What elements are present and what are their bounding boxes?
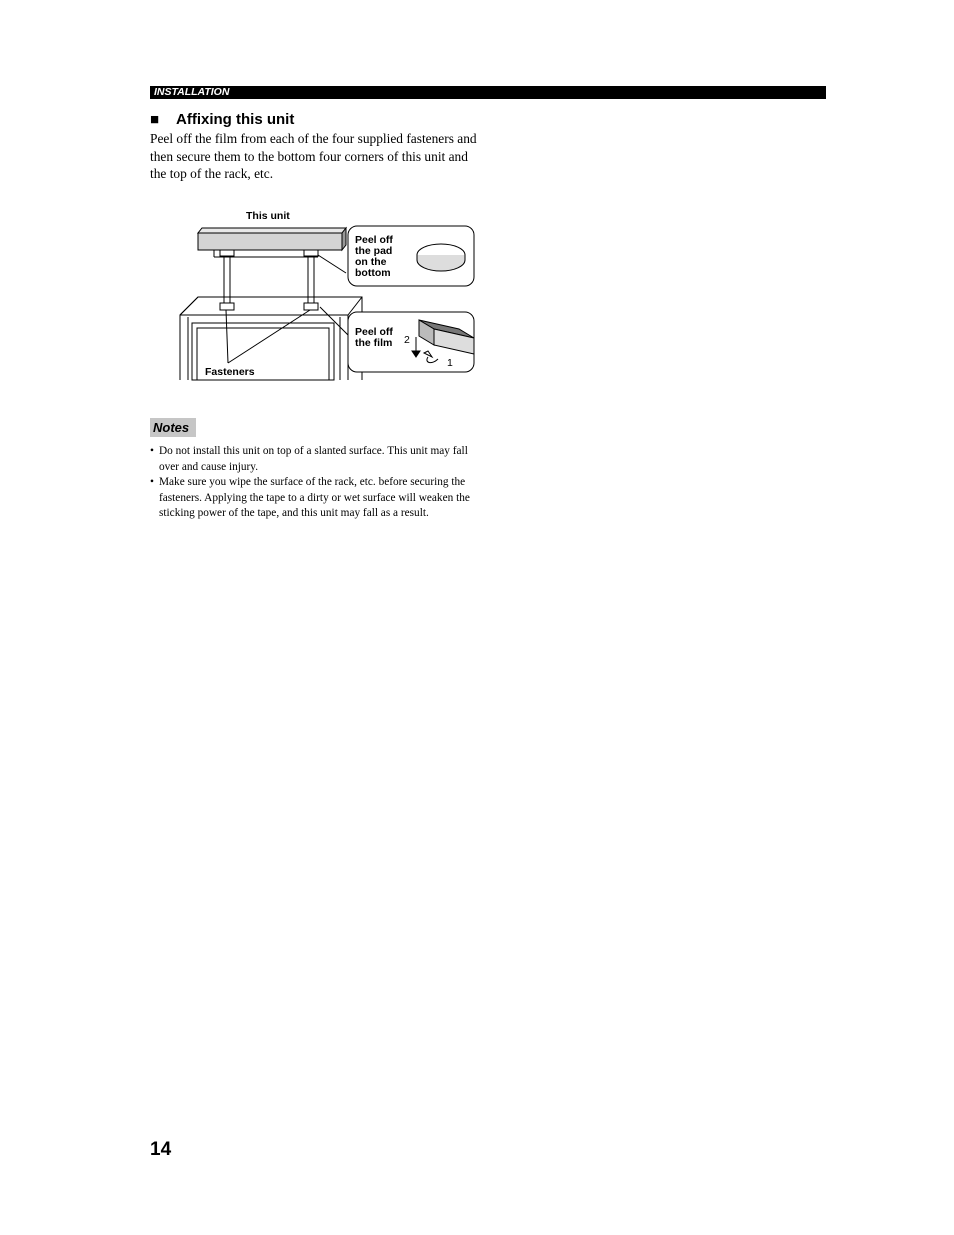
section-header-label: INSTALLATION (154, 86, 230, 98)
callout-pad-line-3: on the (355, 256, 387, 268)
label-this-unit: This unit (246, 210, 290, 222)
section-title-text: Affixing this unit (176, 111, 295, 128)
note-item: • Make sure you wipe the surface of the rack, etc. before securing the fasteners. Applying the tape to a dirty or wet surface will weaken the sticking power of the tape, and this unit may fall as a result. (150, 475, 478, 522)
step-number-1: 1 (447, 357, 453, 369)
fastener-drawing (220, 250, 318, 310)
callout-pad-line-4: bottom (355, 267, 391, 279)
section-header-bar (150, 86, 826, 99)
callout-film-line-1: Peel off (355, 326, 393, 338)
page-number: 14 (150, 1139, 172, 1160)
note-item: • Do not install this unit on top of a slanted surface. This unit may fall over and cause injury. (150, 444, 478, 475)
installation-illustration (170, 205, 480, 385)
notes-list (150, 444, 478, 522)
callout-pad-line-1: Peel off (355, 234, 393, 246)
step-number-2: 2 (404, 334, 410, 346)
callout-film-line-2: the film (355, 337, 393, 349)
intro-paragraph: Peel off the film from each of the four supplied fasteners and then secure them to the bottom four corners of this unit and the top of the rack, etc. (150, 131, 477, 182)
illustration-drawing (170, 205, 480, 385)
callout-pad-line-2: the pad (355, 245, 393, 257)
section-bullet: ■ (150, 111, 160, 128)
notes-heading (150, 418, 196, 437)
notes-heading-text: Notes (153, 420, 190, 435)
section-title (150, 111, 294, 129)
label-fasteners: Fasteners (205, 366, 255, 378)
